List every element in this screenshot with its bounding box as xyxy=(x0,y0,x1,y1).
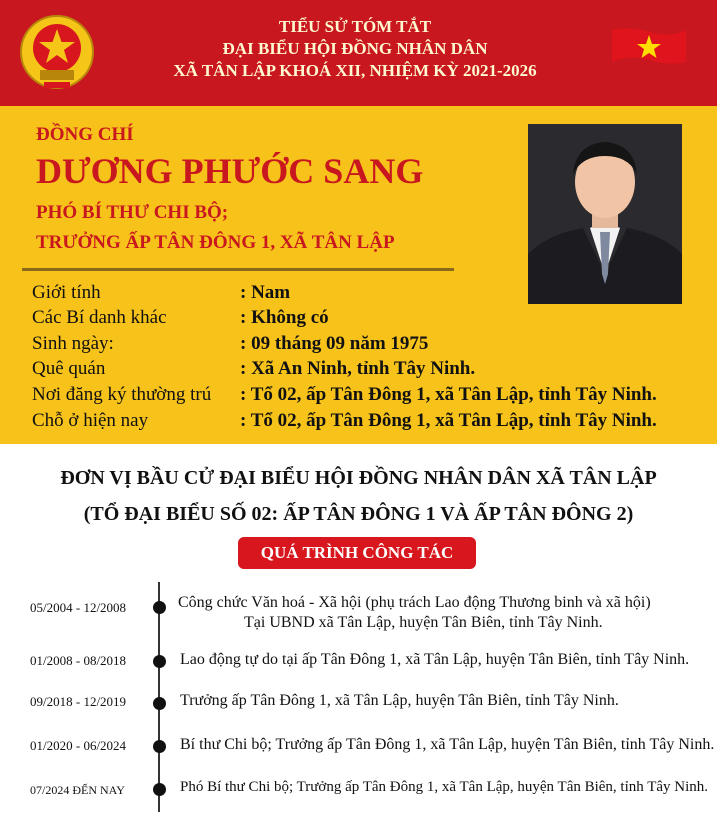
info-label: Giới tính xyxy=(32,282,101,303)
info-value: : Không có xyxy=(240,307,329,328)
election-unit-line-2: (TỔ ĐẠI BIỂU SỐ 02: ẤP TÂN ĐÔNG 1 VÀ ẤP TÂN ĐÔNG 2) xyxy=(83,503,634,525)
timeline-desc: Công chức Văn hoá - Xã hội (phụ trách Lao động Thương binh và xã hội) xyxy=(178,594,651,611)
timeline-dot xyxy=(153,697,166,710)
timeline-dot xyxy=(153,655,166,668)
info-value: : Tổ 02, ấp Tân Đông 1, xã Tân Lập, tỉnh Tây Ninh. xyxy=(240,410,657,431)
header-line-1: TIỂU SỬ TÓM TẮT xyxy=(278,17,432,36)
timeline-date: 01/2008 - 08/2018 xyxy=(30,653,127,668)
timeline-desc: Phó Bí thư Chi bộ; Trưởng ấp Tân Đông 1, xã Tân Lập, huyện Tân Biên, tỉnh Tây Ninh. xyxy=(180,779,709,795)
header-banner xyxy=(0,0,717,106)
timeline-date: 05/2004 - 12/2008 xyxy=(30,600,127,615)
portrait-photo xyxy=(528,124,682,304)
work-history-title: QUÁ TRÌNH CÔNG TÁC xyxy=(238,537,476,569)
timeline-desc: Tại UBND xã Tân Lập, huyện Tân Biên, tỉnh Tây Ninh. xyxy=(244,614,603,631)
timeline-dot xyxy=(153,601,166,614)
info-label: Nơi đăng ký thường trú xyxy=(32,384,212,405)
timeline-dot xyxy=(153,740,166,753)
vietnam-flag-icon xyxy=(610,26,688,66)
national-emblem-icon xyxy=(18,12,96,94)
comrade-label: ĐỒNG CHÍ xyxy=(36,124,134,145)
timeline-date: 07/2024 ĐẾN NAY xyxy=(30,783,125,797)
info-label: Sinh ngày: xyxy=(32,333,114,354)
position-line-1: PHÓ BÍ THƯ CHI BỘ; xyxy=(36,202,229,223)
header-line-3: XÃ TÂN LẬP KHOÁ XII, NHIỆM KỲ 2021-2026 xyxy=(173,61,537,80)
person-name: DƯƠNG PHƯỚC SANG xyxy=(36,151,424,191)
info-value: : Nam xyxy=(240,282,291,303)
timeline-date: 01/2020 - 06/2024 xyxy=(30,738,127,753)
info-label: Các Bí danh khác xyxy=(32,307,167,328)
info-label: Quê quán xyxy=(32,358,106,379)
position-line-2: TRƯỞNG ẤP TÂN ĐÔNG 1, XÃ TÂN LẬP xyxy=(36,232,395,253)
info-label: Chỗ ở hiện nay xyxy=(32,410,149,431)
info-value: : 09 tháng 09 năm 1975 xyxy=(240,333,429,354)
header-line-2: ĐẠI BIỂU HỘI ĐỒNG NHÂN DÂN xyxy=(222,39,488,58)
divider-line xyxy=(22,268,454,271)
info-value: : Tổ 02, ấp Tân Đông 1, xã Tân Lập, tỉnh Tây Ninh. xyxy=(240,384,657,405)
portrait-image xyxy=(528,124,682,304)
timeline-date: 09/2018 - 12/2019 xyxy=(30,694,127,709)
header-titles xyxy=(110,16,600,82)
timeline-dot xyxy=(153,783,166,796)
info-value: : Xã An Ninh, tỉnh Tây Ninh. xyxy=(240,358,476,379)
timeline-desc: Trưởng ấp Tân Đông 1, xã Tân Lập, huyện Tân Biên, tỉnh Tây Ninh. xyxy=(180,692,619,709)
timeline-desc: Bí thư Chi bộ; Trưởng ấp Tân Đông 1, xã Tân Lập, huyện Tân Biên, tỉnh Tây Ninh. xyxy=(180,736,715,753)
election-unit-line-1: ĐƠN VỊ BẦU CỬ ĐẠI BIỂU HỘI ĐỒNG NHÂN DÂN XÃ TÂN LẬP xyxy=(60,467,657,489)
timeline-desc: Lao động tự do tại ấp Tân Đông 1, xã Tân Lập, huyện Tân Biên, tỉnh Tây Ninh. xyxy=(180,651,690,668)
